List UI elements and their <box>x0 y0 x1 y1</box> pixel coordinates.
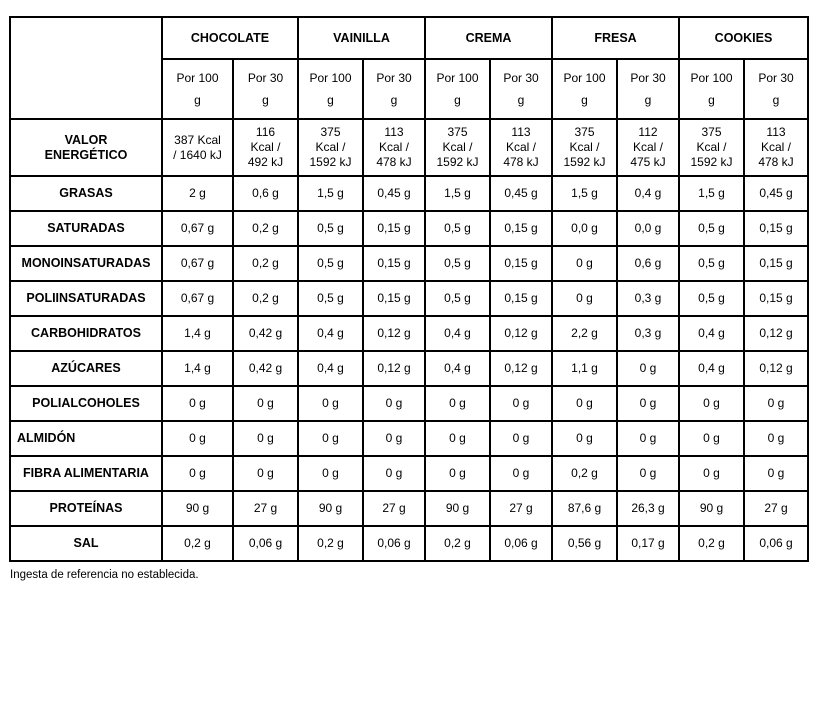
value-cell: 0 g <box>617 421 679 456</box>
cell-line: 478 kJ <box>503 155 539 169</box>
energy-value-cell <box>425 119 490 176</box>
value-cell: 27 g <box>233 491 298 526</box>
value-cell: 0,0 g <box>617 211 679 246</box>
cell-line: Kcal / <box>315 140 346 154</box>
energy-value-cell <box>298 119 363 176</box>
value-cell: 0,12 g <box>490 351 552 386</box>
value-cell: 1,5 g <box>425 176 490 211</box>
value-cell: 1,5 g <box>552 176 617 211</box>
cell-line: Por 30 <box>630 71 666 85</box>
row-label: POLIALCOHOLES <box>10 386 162 421</box>
energy-value-cell <box>617 119 679 176</box>
value-cell: 0,2 g <box>233 211 298 246</box>
footnote: Ingesta de referencia no establecida. <box>10 569 199 581</box>
value-cell: 0 g <box>552 246 617 281</box>
row-label: CARBOHIDRATOS <box>10 316 162 351</box>
cell-line: Kcal / <box>632 140 663 154</box>
value-cell: 0 g <box>617 351 679 386</box>
energy-value-cell <box>552 119 617 176</box>
value-cell: 0,15 g <box>744 211 808 246</box>
unit-header-cell <box>233 59 298 119</box>
value-cell: 0,2 g <box>162 526 233 561</box>
value-cell: 0,15 g <box>744 246 808 281</box>
value-cell: 0,3 g <box>617 316 679 351</box>
value-cell: 27 g <box>363 491 425 526</box>
value-cell: 0,15 g <box>490 281 552 316</box>
value-cell: 0,5 g <box>298 211 363 246</box>
value-cell: 0 g <box>233 456 298 491</box>
table-row <box>10 386 808 421</box>
unit-header-cell <box>425 59 490 119</box>
value-cell: 0,2 g <box>425 526 490 561</box>
value-cell: 0,2 g <box>679 526 744 561</box>
cell-line: 492 kJ <box>247 155 284 169</box>
cell-line: Por 30 <box>376 71 412 85</box>
row-label: MONOINSATURADAS <box>10 246 162 281</box>
value-cell: 0,5 g <box>679 246 744 281</box>
value-cell: 0 g <box>363 386 425 421</box>
cell-line: 1592 kJ <box>309 155 352 169</box>
value-cell: 0 g <box>363 456 425 491</box>
value-cell: 0 g <box>744 421 808 456</box>
unit-header-cell <box>744 59 808 119</box>
cell-line: Por 30 <box>758 71 794 85</box>
energy-value-cell <box>233 119 298 176</box>
table-row <box>10 456 808 491</box>
value-cell: 2,2 g <box>552 316 617 351</box>
flavor-header-fresa: FRESA <box>552 17 679 59</box>
value-cell: 0,6 g <box>617 246 679 281</box>
value-cell: 0,12 g <box>744 316 808 351</box>
value-cell: 0,42 g <box>233 316 298 351</box>
energy-value-cell <box>162 119 233 176</box>
cell-line: Kcal / <box>696 140 727 154</box>
value-cell: 90 g <box>425 491 490 526</box>
cell-line: Kcal / <box>250 140 281 154</box>
cell-line: / 1640 kJ <box>173 147 222 162</box>
value-cell: 0,56 g <box>552 526 617 561</box>
value-cell: 0,4 g <box>679 316 744 351</box>
value-cell: 0 g <box>233 421 298 456</box>
value-cell: 90 g <box>298 491 363 526</box>
row-label: ALMIDÓN <box>10 421 162 456</box>
value-cell: 0,06 g <box>744 526 808 561</box>
flavor-header-cookies: COOKIES <box>679 17 808 59</box>
value-cell: 0,2 g <box>233 246 298 281</box>
value-cell: 0,15 g <box>744 281 808 316</box>
cell-line: g <box>454 93 461 107</box>
value-cell: 0,15 g <box>363 246 425 281</box>
row-label: SATURADAS <box>10 211 162 246</box>
value-cell: 27 g <box>490 491 552 526</box>
value-cell: 0 g <box>490 386 552 421</box>
value-cell: 0,45 g <box>363 176 425 211</box>
row-label: PROTEÍNAS <box>10 491 162 526</box>
cell-line: g <box>262 93 269 107</box>
table-row <box>10 316 808 351</box>
energy-value-cell <box>744 119 808 176</box>
row-label: GRASAS <box>10 176 162 211</box>
cell-line: 1592 kJ <box>563 155 606 169</box>
value-cell: 0,12 g <box>363 351 425 386</box>
value-cell: 0,2 g <box>552 456 617 491</box>
value-cell: 1,1 g <box>552 351 617 386</box>
value-cell: 0 g <box>490 421 552 456</box>
value-cell: 0,15 g <box>363 211 425 246</box>
value-cell: 90 g <box>162 491 233 526</box>
value-cell: 0 g <box>298 421 363 456</box>
cell-line: 375 <box>701 125 722 139</box>
value-cell: 0 g <box>298 386 363 421</box>
cell-line: 1592 kJ <box>690 155 733 169</box>
value-cell: 0,42 g <box>233 351 298 386</box>
value-cell: 0 g <box>552 421 617 456</box>
flavor-header-vainilla: VAINILLA <box>298 17 425 59</box>
value-cell: 0,4 g <box>425 351 490 386</box>
table-row <box>10 176 808 211</box>
value-cell: 0 g <box>744 386 808 421</box>
value-cell: 0 g <box>425 456 490 491</box>
table-row <box>10 211 808 246</box>
value-cell: 0,5 g <box>298 281 363 316</box>
unit-header-cell <box>617 59 679 119</box>
cell-line: Kcal / <box>378 140 409 154</box>
cell-line: 113 <box>511 125 531 139</box>
value-cell: 0 g <box>425 421 490 456</box>
unit-header-cell <box>552 59 617 119</box>
energy-value-cell <box>363 119 425 176</box>
value-cell: 27 g <box>744 491 808 526</box>
corner-cell <box>10 17 162 119</box>
value-cell: 0,0 g <box>552 211 617 246</box>
value-cell: 0 g <box>679 456 744 491</box>
cell-line: ENERGÉTICO <box>44 147 128 162</box>
value-cell: 87,6 g <box>552 491 617 526</box>
value-cell: 0,5 g <box>425 246 490 281</box>
value-cell: 0 g <box>744 456 808 491</box>
cell-line: 375 <box>320 125 341 139</box>
cell-line: Kcal / <box>442 140 473 154</box>
energy-row <box>10 119 808 176</box>
cell-line: Por 100 <box>563 71 606 85</box>
table-row <box>10 351 808 386</box>
cell-line: g <box>644 93 652 107</box>
cell-line: 478 kJ <box>376 155 412 169</box>
cell-line: Por 30 <box>503 71 539 85</box>
value-cell: 0,6 g <box>233 176 298 211</box>
value-cell: 0 g <box>617 386 679 421</box>
cell-line: 375 <box>447 125 468 139</box>
value-cell: 0 g <box>679 386 744 421</box>
value-cell: 90 g <box>679 491 744 526</box>
unit-header-cell <box>363 59 425 119</box>
unit-header-cell <box>298 59 363 119</box>
value-cell: 0 g <box>617 456 679 491</box>
table-row <box>10 526 808 561</box>
value-cell: 0,12 g <box>490 316 552 351</box>
value-cell: 0,06 g <box>490 526 552 561</box>
cell-line: g <box>581 93 588 107</box>
cell-line: g <box>327 93 334 107</box>
cell-line: Por 30 <box>247 71 284 85</box>
cell-line: VALOR <box>64 132 108 147</box>
cell-line: Por 100 <box>309 71 352 85</box>
value-cell: 0,45 g <box>490 176 552 211</box>
cell-line: g <box>708 93 715 107</box>
value-cell: 0,4 g <box>298 351 363 386</box>
row-label: FIBRA ALIMENTARIA <box>10 456 162 491</box>
value-cell: 0,5 g <box>679 211 744 246</box>
value-cell: 0 g <box>552 281 617 316</box>
value-cell: 0,15 g <box>490 246 552 281</box>
value-cell: 0,15 g <box>490 211 552 246</box>
value-cell: 0,4 g <box>298 316 363 351</box>
value-cell: 0,5 g <box>425 211 490 246</box>
energy-value-cell <box>490 119 552 176</box>
value-cell: 0,06 g <box>233 526 298 561</box>
value-cell: 0,67 g <box>162 211 233 246</box>
value-cell: 0 g <box>425 386 490 421</box>
cell-line: 375 <box>574 125 595 139</box>
cell-line: Kcal / <box>505 140 536 154</box>
flavor-header-chocolate: CHOCOLATE <box>162 17 298 59</box>
value-cell: 1,4 g <box>162 316 233 351</box>
value-cell: 0,67 g <box>162 246 233 281</box>
value-cell: 1,4 g <box>162 351 233 386</box>
value-cell: 0 g <box>162 456 233 491</box>
nutrition-table <box>9 16 809 562</box>
cell-line: Kcal / <box>569 140 600 154</box>
energy-value-cell <box>679 119 744 176</box>
value-cell: 0,2 g <box>298 526 363 561</box>
cell-line: 1592 kJ <box>436 155 479 169</box>
cell-line: Por 100 <box>690 71 733 85</box>
value-cell: 0,4 g <box>679 351 744 386</box>
table-row <box>10 246 808 281</box>
value-cell: 0 g <box>162 386 233 421</box>
value-cell: 0,12 g <box>744 351 808 386</box>
value-cell: 0,5 g <box>425 281 490 316</box>
cell-line: 478 kJ <box>758 155 794 169</box>
value-cell: 1,5 g <box>298 176 363 211</box>
cell-line: 116 <box>255 125 276 139</box>
cell-line: Kcal / <box>760 140 791 154</box>
value-cell: 0,2 g <box>233 281 298 316</box>
value-cell: 0,45 g <box>744 176 808 211</box>
row-label: AZÚCARES <box>10 351 162 386</box>
value-cell: 2 g <box>162 176 233 211</box>
cell-line: 475 kJ <box>630 155 666 169</box>
cell-line: 387 Kcal <box>174 132 221 147</box>
value-cell: 0,5 g <box>679 281 744 316</box>
cell-line: Por 100 <box>436 71 479 85</box>
value-cell: 26,3 g <box>617 491 679 526</box>
cell-line: g <box>772 93 780 107</box>
value-cell: 0,17 g <box>617 526 679 561</box>
value-cell: 1,5 g <box>679 176 744 211</box>
cell-line: 112 <box>638 125 658 139</box>
table-row <box>10 281 808 316</box>
value-cell: 0,12 g <box>363 316 425 351</box>
value-cell: 0 g <box>162 421 233 456</box>
cell-line: Por 100 <box>176 71 219 85</box>
unit-header-cell <box>679 59 744 119</box>
value-cell: 0 g <box>298 456 363 491</box>
flavor-header-row <box>10 17 808 59</box>
cell-line: g <box>194 93 201 107</box>
value-cell: 0,06 g <box>363 526 425 561</box>
cell-line: 113 <box>766 125 786 139</box>
flavor-header-crema: CREMA <box>425 17 552 59</box>
value-cell: 0 g <box>233 386 298 421</box>
cell-line: g <box>390 93 398 107</box>
value-cell: 0 g <box>363 421 425 456</box>
table-row <box>10 491 808 526</box>
value-cell: 0,5 g <box>298 246 363 281</box>
value-cell: 0 g <box>552 386 617 421</box>
value-cell: 0,4 g <box>425 316 490 351</box>
table-row <box>10 421 808 456</box>
row-label: POLIINSATURADAS <box>10 281 162 316</box>
value-cell: 0 g <box>490 456 552 491</box>
row-label: SAL <box>10 526 162 561</box>
value-cell: 0,67 g <box>162 281 233 316</box>
cell-line: g <box>517 93 525 107</box>
value-cell: 0 g <box>679 421 744 456</box>
cell-line: 113 <box>384 125 404 139</box>
unit-header-cell <box>490 59 552 119</box>
value-cell: 0,3 g <box>617 281 679 316</box>
value-cell: 0,15 g <box>363 281 425 316</box>
row-label-valor-energetico <box>10 119 162 176</box>
unit-header-cell <box>162 59 233 119</box>
value-cell: 0,4 g <box>617 176 679 211</box>
